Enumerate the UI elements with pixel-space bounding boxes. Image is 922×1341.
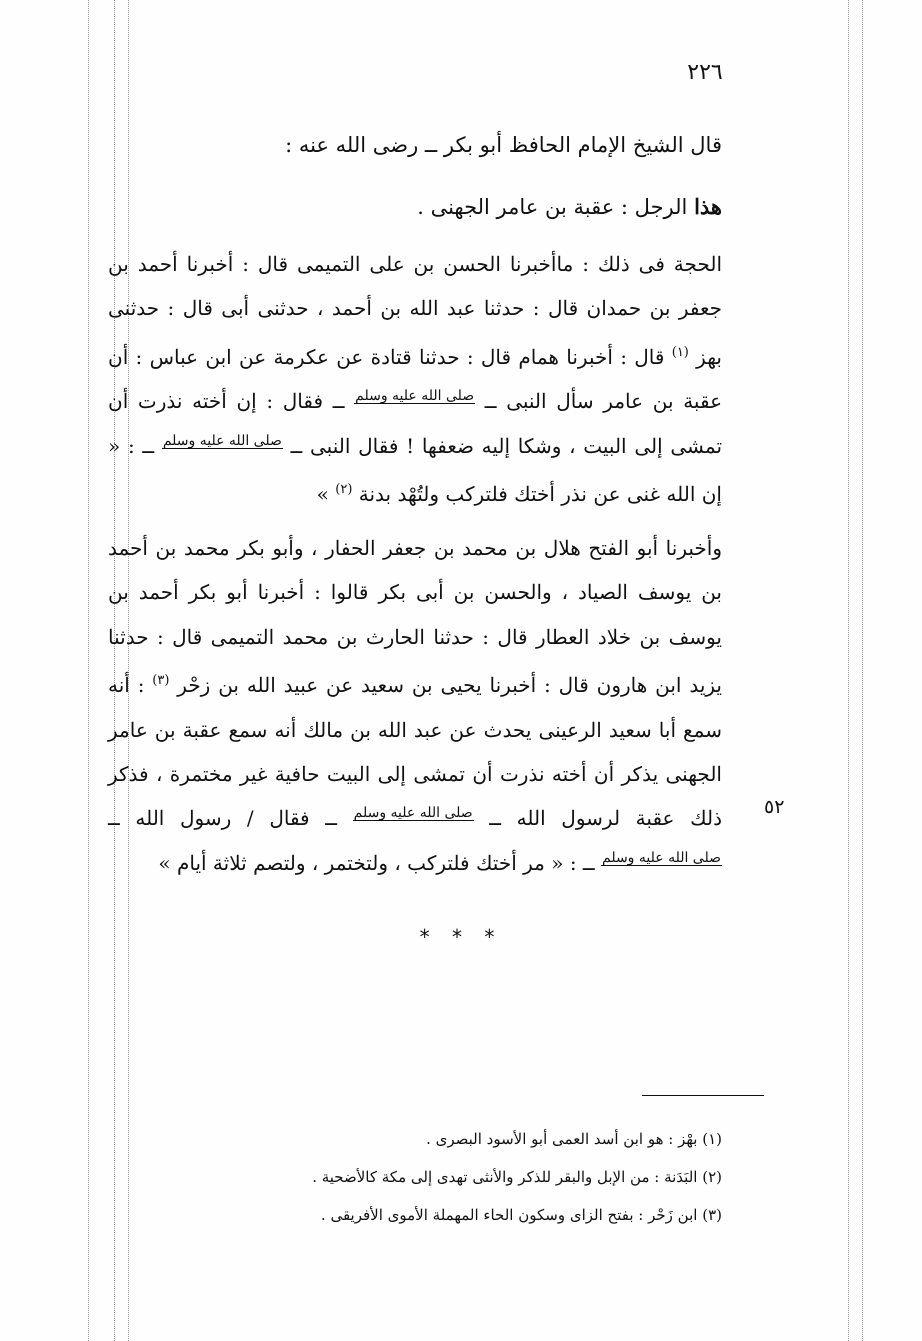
heading-bold-word: هذا bbox=[694, 194, 722, 219]
paragraph-2-text-c: ــ فقال / رسول الله ــ bbox=[108, 806, 353, 831]
heading-line-2-text: الرجل : عقبة بن عامر الجهنى . bbox=[417, 195, 695, 219]
footnote-ref-1: (١) bbox=[671, 344, 689, 360]
paragraph-1 bbox=[108, 242, 722, 516]
paragraph-2 bbox=[108, 526, 722, 885]
footnote-ref-2: (٢) bbox=[335, 482, 353, 498]
footnotes bbox=[200, 1120, 722, 1234]
paragraph-1-text-a: الحجة فى ذلك : ماأخبرنا الحسن بن على التميمى قال : أخبرنا أحمد بن جعفر بن حمدان قال : حدثنا عبد الله بن أحمد ، حدثنى أبى قال : حدثنى بهز bbox=[108, 252, 722, 369]
footnote-1: (١) بهْز : هو ابن أسد العمى أبو الأسود البصرى . bbox=[426, 1130, 722, 1148]
salutation-glyph: صلى الله عليه وسلم bbox=[353, 805, 473, 822]
scan-artifact-line bbox=[848, 0, 849, 1341]
salutation-glyph: صلى الله عليه وسلم bbox=[162, 432, 282, 449]
paragraph-1-text-c: ــ فقال : إن أخته نذرت أن تمشى إلى البيت ، وشكا إليه ضعفها ! فقال النبى ــ bbox=[108, 389, 723, 458]
paragraph-1-text-b: قال : أخبرنا همام قال : حدثنا قتادة عن عكرمة عن ابن عباس : أن عقبة بن عامر سأل النبى ــ bbox=[108, 344, 722, 414]
section-separator: * * * bbox=[419, 925, 503, 949]
scan-artifact-line bbox=[88, 0, 89, 1341]
paragraph-2-text-a: وأخبرنا أبو الفتح هلال بن محمد بن جعفر الحفار ، وأبو بكر محمد بن أحمد بن يوسف الصياد ، والحسن بن أبى بكر قالوا : أخبرنا أبو بكر أحمد بن يوسف بن خلاد العطار قال : حدثنا الحارث بن محمد التميمى قال : حدثنا يزيد ابن هارون قال : أخبرنا يحيى بن سعيد عن عبيد الله بن زحْر bbox=[108, 536, 722, 698]
paragraph-2-text-d: ــ : « مر أختك فلتركب ، ولتختمر ، ولتصم ثلاثة أيام » bbox=[158, 850, 601, 875]
scan-artifact-line bbox=[862, 0, 863, 1341]
paragraph-2-text-b: : أنه سمع أبا سعيد الرعينى يحدث عن عبد الله بن مالك أنه سمع عقبة بن عامر الجهنى يذكر أن أخته نذرت أن تمشى إلى البيت حافية غير مختمرة ، فذكر ذلك عقبة لرسول الله ــ bbox=[108, 673, 722, 831]
footnote-rule bbox=[642, 1095, 764, 1096]
page-number: ٢٢٦ bbox=[687, 60, 723, 85]
salutation-glyph: صلى الله عليه وسلم bbox=[355, 388, 475, 405]
paragraph-1-text-d: ــ : « إن الله غنى عن نذر أختك فلتركب ولتُهْد بدنة bbox=[108, 433, 722, 507]
heading-line-2 bbox=[108, 180, 722, 234]
footnote-2: (٢) البَدَنة : من الإبل والبقر للذكر والأنثى تهدى إلى مكة كالأضحية . bbox=[312, 1168, 722, 1186]
paragraph-1-text-e: » bbox=[316, 482, 336, 507]
heading-line-1: قال الشيخ الإمام الحافظ أبو بكر ــ رضى الله عنه : bbox=[285, 133, 722, 157]
margin-manuscript-number: ٥٢ bbox=[764, 796, 785, 818]
footnote-3: (٣) ابن زَحْر : بفتح الزاى وسكون الحاء المهملة الأموى الأفريقى . bbox=[320, 1206, 722, 1224]
salutation-glyph: صلى الله عليه وسلم bbox=[602, 849, 721, 866]
footnote-ref-3: (٣) bbox=[152, 673, 170, 689]
